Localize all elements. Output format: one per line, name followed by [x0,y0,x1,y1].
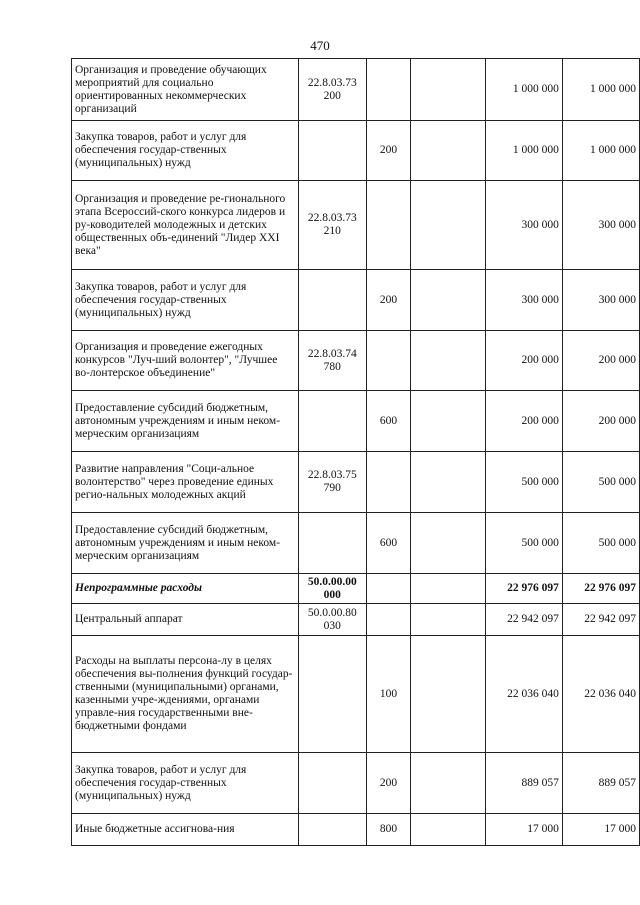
row-vr [366,181,411,270]
row-sum-1: 300 000 [485,181,562,270]
row-sum-2: 22 036 040 [562,636,639,753]
row-name: Организация и проведение ежегодных конкурсов "Луч-ший волонтер", "Лучшее во-лонтерское объединение" [72,331,299,391]
row-vr [366,452,411,513]
row-code: 50.0.00.80 030 [298,604,366,636]
row-name: Расходы на выплаты персона-лу в целях обеспечения вы-полнения функций государ-ственными (муниципальными) органами, казенными учре-ждениями, органами управле-ния государственными вне-бюджетными фондами [72,636,299,753]
row-empty [411,574,486,604]
row-code [298,513,366,574]
row-empty [411,636,486,753]
table-row [72,636,640,753]
row-name: Закупка товаров, работ и услуг для обеспечения государ-ственных (муниципальных) нужд [72,121,299,181]
row-vr: 600 [366,513,411,574]
row-empty [411,753,486,814]
row-code: 22.8.03.74 780 [298,331,366,391]
row-sum-2: 200 000 [562,331,639,391]
row-empty [411,59,486,121]
row-vr: 100 [366,636,411,753]
row-vr: 200 [366,753,411,814]
row-empty [411,604,486,636]
row-name: Закупка товаров, работ и услуг для обеспечения государ-ственных (муниципальных) нужд [72,753,299,814]
row-name: Предоставление субсидий бюджетным, автономным учреждениям и иным неком-мерческим организациям [72,513,299,574]
table-row [72,574,640,604]
row-sum-1: 22 036 040 [485,636,562,753]
page-number: 470 [310,38,330,53]
row-vr: 200 [366,121,411,181]
row-sum-2: 889 057 [562,753,639,814]
row-sum-2: 200 000 [562,391,639,452]
row-sum-2: 1 000 000 [562,59,639,121]
table-row [72,270,640,331]
row-name: Центральный аппарат [72,604,299,636]
row-sum-1: 500 000 [485,513,562,574]
row-name: Предоставление субсидий бюджетным, автономным учреждениям и иным неком-мерческим организациям [72,391,299,452]
budget-table [71,58,640,846]
row-code: 22.8.03.73 210 [298,181,366,270]
row-sum-2: 1 000 000 [562,121,639,181]
row-vr [366,604,411,636]
row-code [298,753,366,814]
row-sum-1: 200 000 [485,331,562,391]
row-name: Организация и проведение ре-гионального этапа Всероссий-ского конкурса лидеров и ру-ководителей молодежных и детских общественных объ-единений "Лидер XXI века" [72,181,299,270]
row-sum-2: 22 942 097 [562,604,639,636]
row-sum-2: 300 000 [562,270,639,331]
row-empty [411,814,486,846]
row-code [298,391,366,452]
row-name: Иные бюджетные ассигнова-ния [72,814,299,846]
row-sum-1: 22 976 097 [485,574,562,604]
row-empty [411,181,486,270]
table-row [72,452,640,513]
table-row [72,59,640,121]
row-sum-2: 500 000 [562,513,639,574]
row-code [298,814,366,846]
table-row [72,513,640,574]
row-empty [411,121,486,181]
row-code: 22.8.03.75 790 [298,452,366,513]
row-sum-2: 22 976 097 [562,574,639,604]
row-sum-1: 200 000 [485,391,562,452]
row-vr [366,574,411,604]
table-row [72,391,640,452]
row-name: Непрограммные расходы [72,574,299,604]
table-row [72,121,640,181]
row-empty [411,331,486,391]
row-code [298,636,366,753]
table-row [72,331,640,391]
row-sum-1: 300 000 [485,270,562,331]
table-row [72,181,640,270]
row-empty [411,270,486,331]
row-vr: 800 [366,814,411,846]
row-code [298,121,366,181]
row-name: Организация и проведение обучающих мероприятий для социально ориентированных некоммерческих организаций [72,59,299,121]
row-sum-1: 1 000 000 [485,121,562,181]
row-name: Развитие направления "Соци-альное волонтерство" через проведение единых регио-нальных молодежных акций [72,452,299,513]
row-sum-2: 17 000 [562,814,639,846]
table-row [72,753,640,814]
row-sum-1: 500 000 [485,452,562,513]
row-vr: 600 [366,391,411,452]
row-sum-1: 22 942 097 [485,604,562,636]
row-sum-1: 17 000 [485,814,562,846]
row-code [298,270,366,331]
row-sum-1: 1 000 000 [485,59,562,121]
row-sum-2: 500 000 [562,452,639,513]
row-vr: 200 [366,270,411,331]
row-code: 22.8.03.73 200 [298,59,366,121]
table-row [72,814,640,846]
table-row [72,604,640,636]
row-vr [366,331,411,391]
row-sum-1: 889 057 [485,753,562,814]
row-code: 50.0.00.00 000 [298,574,366,604]
row-empty [411,513,486,574]
row-name: Закупка товаров, работ и услуг для обеспечения государ-ственных (муниципальных) нужд [72,270,299,331]
row-empty [411,452,486,513]
row-vr [366,59,411,121]
budget-table-body [72,59,640,846]
row-empty [411,391,486,452]
row-sum-2: 300 000 [562,181,639,270]
